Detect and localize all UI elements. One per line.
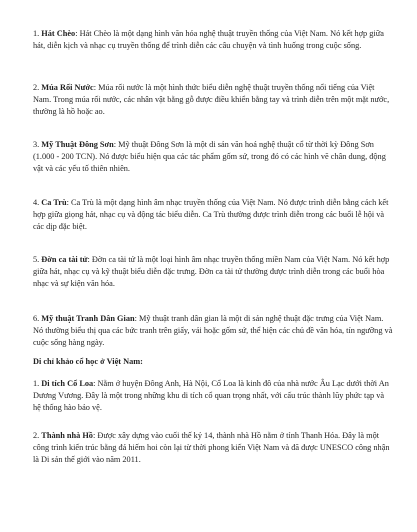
item-hat-cheo [33, 28, 393, 52]
item-title: Hát Chèo [41, 29, 76, 38]
item-number: 2. [33, 431, 42, 440]
item-title: Mỹ Thuật Đông Sơn [41, 140, 114, 149]
item-separator: : [113, 140, 119, 149]
item-text: Được xây dựng vào cuối thế kỷ 14, thành nhà Hồ nằm ở tỉnh Thanh Hóa. Đây là một công trình kiến trúc bằng đá hiếm hoi còn lại từ thời phong kiến Việt Nam và đã được UNESCO công nhận là Di sản thế giới vào năm 2011. [33, 431, 390, 464]
item-text: Hát Chèo là một dạng hình văn hóa nghệ thuật truyền thống của Việt Nam. Nó kết hợp giữa hát, diễn kịch và nhạc cụ truyền thống để trình diễn các câu chuyện và tình huống trong cuộc sống. [33, 29, 384, 50]
item-title: Di tích Cổ Loa [41, 379, 94, 388]
item-separator: : [87, 255, 92, 264]
item-title: Thành nhà Hồ [41, 431, 93, 440]
item-separator: : [92, 431, 98, 440]
item-thanh-nha-ho [33, 430, 393, 465]
item-text: Đờn ca tài tử là một loại hình âm nhạc truyền thống miền Nam của Việt Nam. Nó kết hợp giữa hát, nhạc cụ và kỹ thuật biểu diễn đặc trưng. Đờn ca tài tử thường được trình diễn trong các buổi hòa nhạc và sự kiện văn hóa. [33, 255, 390, 288]
item-title: Mỹ thuật Tranh Dân Gian [41, 314, 135, 323]
item-my-thuat-dong-son [33, 139, 393, 174]
item-number: 5. [33, 255, 42, 264]
item-di-tich-co-loa [33, 378, 393, 413]
item-title: Múa Rối Nước [41, 83, 94, 92]
item-separator: : [134, 314, 139, 323]
item-number: 1. [33, 29, 42, 38]
item-number: 6. [33, 314, 42, 323]
item-separator: : [93, 83, 99, 92]
item-number: 3. [33, 140, 42, 149]
item-separator: : [66, 198, 71, 207]
item-separator: : [75, 29, 80, 38]
item-text: Múa rối nước là một hình thức biểu diễn nghệ thuật truyền thống nổi tiếng của Việt Nam. Trong múa rối nước, các nhân vật bằng gỗ được điều khiển bằng tay và trình diễn trên một mặt nước, thường là hồ hoặc ao. [33, 83, 390, 116]
item-separator: : [93, 379, 98, 388]
item-ca-tru [33, 197, 393, 232]
section-heading-archaeology [33, 356, 393, 368]
item-title: Ca Trù [41, 198, 67, 207]
item-mua-roi-nuoc [33, 82, 393, 117]
item-text: Ca Trù là một dạng hình âm nhạc truyền thống của Việt Nam. Nó được trình diễn bằng cách kết hợp giữa giọng hát, nhạc cụ và động tác biểu diễn. Ca Trù thường được trình diễn trong các buổi lễ hội và các dịp đặc biệt. [33, 198, 389, 231]
item-number: 2. [33, 83, 42, 92]
item-tranh-dan-gian [33, 313, 393, 348]
item-text: Mỹ thuật Đông Sơn là một di sản văn hoá nghệ thuật cổ từ thời kỳ Đông Sơn (1.000 - 200 TCN). Nó được biểu hiện qua các tác phẩm gốm sứ, trong đó có các hình vẽ chân dung, động vật và các yếu tố thiên nhiên. [33, 140, 386, 173]
item-text: Mỹ thuật tranh dân gian là một di sản nghệ thuật đặc trưng của Việt Nam. Nó thường biểu thị qua các bức tranh trên giấy, vải hoặc gốm sứ, thể hiện các chủ đề văn hóa, tín ngưỡng và cuộc sống hàng ngày. [33, 314, 393, 347]
section-heading-text: Di chỉ khảo cổ học ở Việt Nam: [33, 357, 143, 366]
item-number: 4. [33, 198, 42, 207]
item-number: 1. [33, 379, 42, 388]
item-don-ca-tai-tu [33, 254, 393, 289]
item-title: Đờn ca tài tử [41, 255, 88, 264]
item-text: Nằm ở huyện Đông Anh, Hà Nội, Cổ Loa là kinh đô của nhà nước Âu Lạc dưới thời An Dương Vương. Đây là một trong những khu di tích cổ quan trọng nhất, với cấu trúc thành lũy phức tạp và hệ thống hào bảo vệ. [33, 379, 389, 412]
